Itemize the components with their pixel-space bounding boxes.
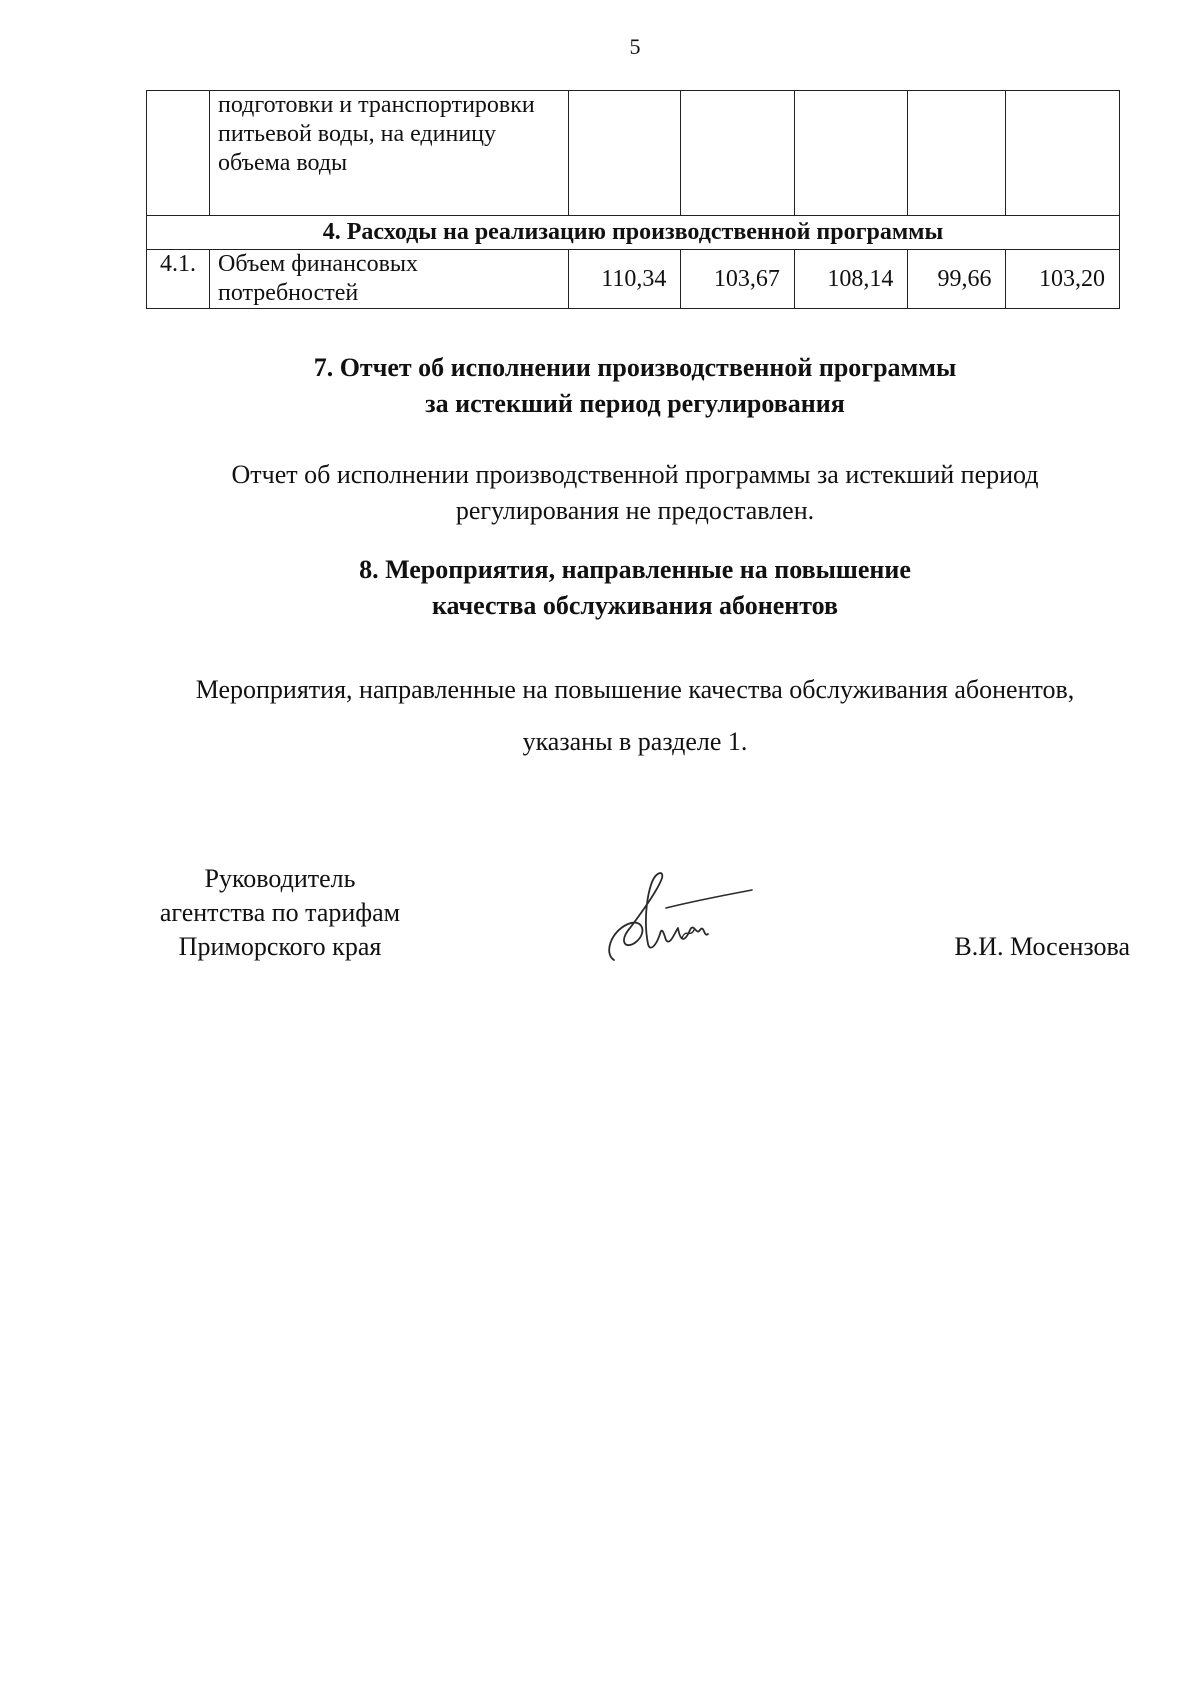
signatory-name: В.И. Мосензова bbox=[954, 932, 1130, 961]
table-cell-value: 103,67 bbox=[681, 250, 794, 309]
page-number: 5 bbox=[629, 34, 641, 59]
section-header-cell: 4. Расходы на реализацию производственной программы bbox=[147, 216, 1120, 250]
position-line1: Руководитель bbox=[204, 864, 356, 893]
section7-heading-line2: за истекший период регулирования bbox=[425, 389, 845, 418]
table-row bbox=[147, 91, 1120, 216]
table-row bbox=[147, 250, 1120, 309]
table-cell-value: 110,34 bbox=[569, 250, 681, 309]
table-cell-num bbox=[147, 91, 210, 216]
table-cell-name: Объем финансовых потребностей bbox=[210, 250, 569, 309]
table-cell-value bbox=[569, 91, 681, 216]
table-cell-value bbox=[794, 91, 907, 216]
position-line2: агентства по тарифам bbox=[159, 898, 401, 927]
table-cell-value bbox=[908, 91, 1006, 216]
section7-text-line1: Отчет об исполнении производственной программы за истекший период bbox=[231, 460, 1039, 489]
section7-text-line2: регулирования не предоставлен. bbox=[455, 496, 815, 525]
section8-heading bbox=[0, 552, 1200, 624]
section7-text bbox=[130, 457, 1140, 529]
signatory-position bbox=[130, 862, 430, 964]
section8-text bbox=[130, 664, 1140, 768]
position-line3: Приморского края bbox=[178, 932, 382, 961]
section8-heading-line2: качества обслуживания абонентов bbox=[431, 591, 839, 620]
handwritten-signature-icon bbox=[600, 868, 760, 968]
table-cell-num: 4.1. bbox=[147, 250, 210, 309]
section8-text-line2: указаны в разделе 1. bbox=[522, 727, 748, 756]
table-section-header bbox=[147, 216, 1120, 250]
section7-heading-line1: 7. Отчет об исполнении производственной программы bbox=[313, 353, 957, 382]
table-cell-value: 103,20 bbox=[1006, 250, 1120, 309]
table-cell-name: подготовки и транспортировки питьевой воды, на единицу объема воды bbox=[210, 91, 569, 216]
table-cell-value bbox=[681, 91, 794, 216]
section7-heading bbox=[0, 350, 1200, 422]
section8-text-line1: Мероприятия, направленные на повышение качества обслуживания абонентов, bbox=[195, 675, 1075, 704]
table-cell-value: 99,66 bbox=[908, 250, 1006, 309]
table-cell-value bbox=[1006, 91, 1120, 216]
table-cell-value: 108,14 bbox=[794, 250, 907, 309]
production-program-table bbox=[146, 90, 1120, 309]
section8-heading-line1: 8. Мероприятия, направленные на повышение bbox=[359, 555, 911, 584]
